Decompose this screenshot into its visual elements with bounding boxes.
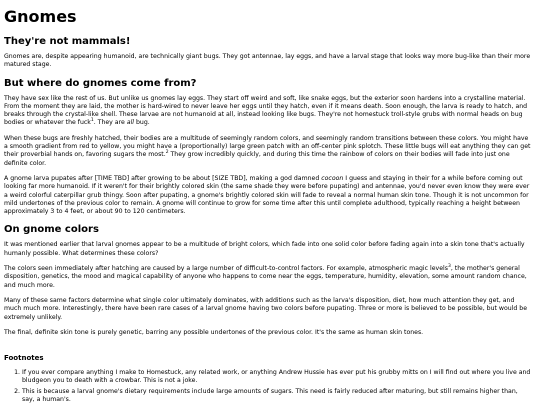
footnote-item: 1. If you ever compare anything I make to Homestuck, any related work, or anything Andrew Hussie has ever put his grubby mitts on I will find out where you live and bludgeon you to death with a crowbar. This is not a joke. xyxy=(22,369,532,386)
paragraph: The final, definite skin tone is purely genetic, barring any possible undertones of the previous color. It's the same as human skin tones. xyxy=(4,328,424,336)
footnote-item: 2. This is because a larval gnome's dietary requirements include large amounts of sugars. This need is fairly reduced after maturing, but still remains higher than, say, a human's. xyxy=(22,388,532,405)
footnotes-heading: Footnotes xyxy=(4,354,44,363)
paragraph: Many of these same factors determine what single color ultimately dominates, with additions such as the larva's disposition, diet, how much attention they get, and much much more. Interestingly, there have been rare cases of a larval gnome having two colors before pupating. Three or more is believed to be possible, but would be extremely unlikely. xyxy=(4,296,528,321)
paragraph: The colors seen immediately after hatching are caused by a large number of difficult-to-control factors. For example, atmospheric magic levels$^3$, the mother's general disposition, genetics, the mood and magical capability of anyone who happens to come near the eggs, temperature, humidity, elevation, some amount random chance, and much more. xyxy=(4,263,527,289)
paragraph: It was mentioned earlier that larval gnomes appear to be a multitude of bright colors, which fade into one solid color before fading again into a skin tone that's actually humanly possible. What determines these colors? xyxy=(4,241,525,257)
footnote-ref-2[interactable]: 2 xyxy=(165,150,169,156)
spacer xyxy=(4,344,532,354)
footnotes-list xyxy=(4,369,532,404)
section-heading-origin: But where do gnomes come from? xyxy=(4,77,197,89)
paragraph: A gnome larva pupates after [TIME TBD] after growing to be about [SIZE TBD], making a god damned cocoon I guess and staying in their for a while before coming out looking far more humanoid. If it weren't for their brightly colored skin (the same shade they were before pupating) and antennae, you'd never even know they were ever a weird colorful caterpillar grub thingy. Soon after pupating, a gnome's brightly colored skin will fade to reveal a normal human skin tone. Though it is not uncommon for mild undertones of the previous color to remain. A gnome will continue to grow for some time after this until complete adulthood, typically reaching a height between approximately 3 to 4 feet, or about 90 to 120 centimeters. xyxy=(4,174,530,216)
section-heading-colors: On gnome colors xyxy=(4,224,99,236)
paragraph: When these bugs are freshly hatched, their bodies are a multitude of seemingly random colors, and seemingly random transitions between these colors. You might have a smooth gradient from red to yellow, you might have a (proportionally) large green patch with an off-center pink splotch. These little bugs will eat anything they can get their proverbial hands on, favoring sugars the most.$^2$ They grow incredibly quickly, and during this time the rainbow of colors on their bodies will fade into just one definite color. xyxy=(4,134,531,167)
paragraph: They have sex like the rest of us. But unlike us gnomes lay eggs. They start off weird and soft, like snake eggs, but the exterior soon hardens into a crystalline material. From the moment they are laid, the mother is hard-wired to never leave her eggs until they hatch, even if it means death. Soon enough, the larva is ready to hatch, and breaks through the crystal-like shell. These larvae are not humanoid at all, instead looking like bugs. They're not homestuck troll-style grubs with normal heads on bug bodies or whatever the fuck$^1$. They are all bug. xyxy=(4,94,528,127)
footnote-ref-1[interactable]: 1 xyxy=(90,118,94,124)
page-title: Gnomes xyxy=(4,7,77,26)
section-heading-not-mammals: They're not mammals! xyxy=(4,36,131,47)
paragraph: Gnomes are, despite appearing humanoid, are technically giant bugs. They got antennae, lay eggs, and have a larval stage that looks way more bug-like than their more matured stage. xyxy=(4,53,531,69)
footnote-ref-3[interactable]: 3 xyxy=(447,263,451,269)
